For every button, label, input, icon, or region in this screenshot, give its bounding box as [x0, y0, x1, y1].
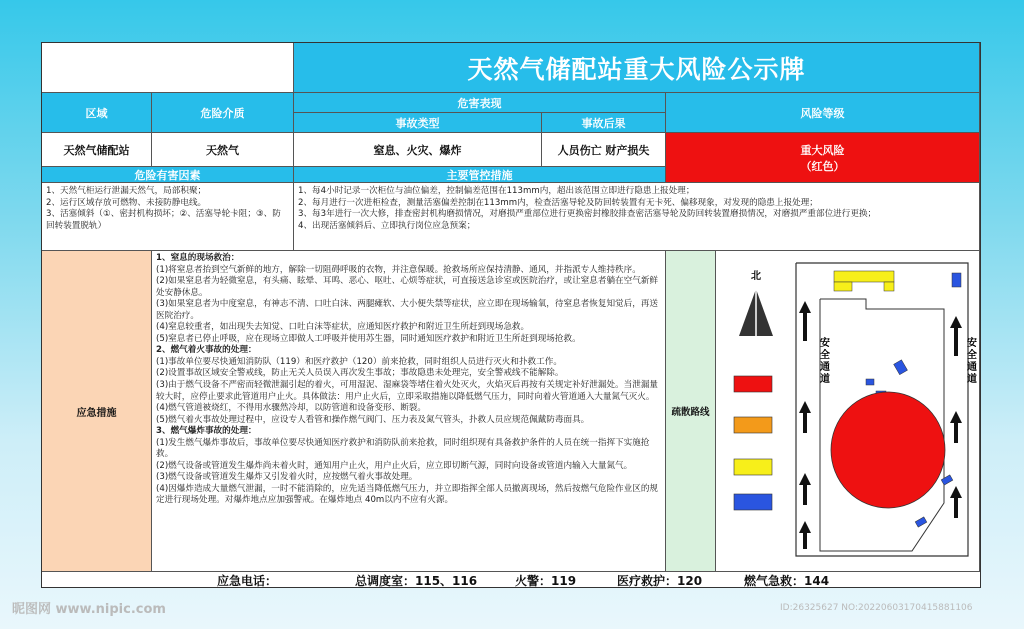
right-road-label: 安全通道 — [967, 338, 977, 385]
footer-medical: 医疗救护：120 — [617, 574, 703, 588]
site-map — [716, 251, 980, 572]
emergency-paragraph: (1)事故单位要尽快通知消防队（119）和医疗救护（120）前来抢救，同时组织人员进行灭火和扑救工作。 — [156, 356, 562, 367]
emergency-paragraph: (4)窒息较重者，如出现失去知觉、口吐白沫等症状，应通知医疗救护和附近卫生所赶到现场急救。 — [156, 322, 530, 333]
emergency-paragraph: (1)发生燃气爆炸事故后，事故单位要尽快通知医疗救护和消防队前来抢救，同时组织现有具备救护条件的人员在统一指挥下实施抢救。 — [156, 437, 650, 460]
control-item: 3、每3年进行一次大修，排查密封机构磨损情况，对磨损严重部位进行更换密封橡胶排查密活塞导轮及防回转装置磨损情况，对磨损严重部位进行更换； — [298, 209, 877, 220]
emergency-subheading: 1、窒息的现场救治： — [156, 253, 240, 263]
consequence-value: 人员伤亡 财产损失 — [542, 133, 666, 167]
harmful-factors-list — [42, 183, 294, 251]
emergency-paragraph: (3)由于燃气设备不严密而轻微泄漏引起的着火，可用湿泥、湿麻袋等堵住着火处灭火，火焰灭后再按有关规定补好泄漏处。当泄漏量较大时，应停止要求此管道用户止火。具体做法：用户止火后，立即采取措施以降低燃气压力，同时向着火管道通入大量氮气灭火。 — [156, 380, 659, 402]
header-area: 区域 — [42, 93, 152, 133]
factor-item: 3、活塞倾斜（①、密封机构损坏；②、活塞导轮卡阻；③、防回转装置脱轨） — [46, 209, 281, 231]
header-hazard: 危害表现 — [294, 93, 666, 113]
footer-gas: 燃气急救：144 — [744, 574, 830, 588]
risk-board — [41, 42, 981, 588]
header-consequence: 事故后果 — [542, 113, 666, 133]
footer-label: 应急电话： — [217, 574, 278, 588]
emergency-paragraph: (2)如果窒息者为轻微窒息，有头痛、眩晕、耳鸣、恶心、呕吐、心烦等症状，可直接送急诊室或医院治疗，或让窒息者躺在空气新鲜处安静休息。 — [156, 276, 659, 298]
emergency-paragraph: (5)窒息者已停止呼吸，应在现场立即做人工呼吸并使用苏生器，同时通知医疗救护和附近卫生所赶到现场抢救。 — [156, 333, 581, 344]
control-item: 1、每4小时记录一次柜位与油位偏差，控制偏差范围在113mm内，超出该范围立即进行隐患上报处理； — [298, 186, 695, 196]
control-item: 4、出现活塞倾斜后、立即执行岗位应急预案； — [298, 220, 476, 231]
factor-item: 1、天然气柜运行泄漏天然气，局部积聚； — [46, 186, 207, 196]
area-value: 天然气储配站 — [42, 133, 152, 167]
emergency-paragraph: (4)燃气管道被烧红，不得用水骤然冷却，以防管道和设备变形、断裂。 — [156, 403, 426, 414]
emergency-paragraph: (4)因爆炸造成大量燃气泄漏，一时不能消除的，应先适当降低燃气压力，并立即指挥全部人员撤离现场，然后按燃气危险作业区的规定进行现场处理。对爆炸地点应加强警戒。在爆炸地点 40m以内不应有火源。 — [156, 483, 659, 506]
legend-blue — [734, 494, 772, 510]
legend-orange — [734, 417, 772, 433]
evacuation-label: 疏散路线 — [666, 251, 716, 572]
emergency-paragraph: (2)设置事故区域安全警戒线，防止无关人员误入再次发生事故；事故隐患未处理完，安全警戒线不能解除。 — [156, 368, 564, 379]
header-controls: 主要管控措施 — [294, 167, 666, 183]
gas-holder — [831, 392, 945, 508]
legend-red — [734, 376, 772, 392]
emergency-subheading: 3、燃气爆炸事故的处理： — [156, 426, 257, 437]
evacuation-map — [716, 251, 980, 572]
footer-dispatch: 总调度室：115、116 — [355, 574, 478, 588]
emergency-paragraph: (3)如果窒息者为中度窒息，有神志不清、口吐白沫、两腿瘫软、大小便失禁等症状，应立即在现场输氧，待窒息者恢复知觉后，再送医院治疗。 — [156, 299, 659, 321]
emergency-paragraph: (5)燃气着火事故处理过程中，应设专人看管和操作燃气阀门、压力表及氮气管头，扑救人员应规范佩戴防毒面具。 — [156, 414, 590, 425]
emergency-paragraph: (1)将窒息者抬到空气新鲜的地方，解除一切阻碍呼吸的衣物，并注意保暖。抢救场所应保持清静、通风，并指派专人维持秩序。 — [156, 264, 641, 275]
emergency-paragraph: (3)燃气设备或管道发生爆炸又引发着火时，应按燃气着火事故处理。 — [156, 472, 418, 483]
legend-yellow — [734, 459, 772, 475]
emergency-paragraph: (2)燃气设备或管道发生爆炸尚未着火时，通知用户止火，用户止火后，应立即切断气源，同时向设备或管道内输入大量氮气。 — [156, 460, 633, 471]
control-item: 2、每月进行一次进柜检查，测量活塞偏差控制在113mm内，检查活塞导轮及防回转装置有无卡死、偏移现象，对发现的隐患上报处理； — [298, 197, 818, 208]
watermark-right: ID:26325627 NO:20220603170415881106 — [780, 603, 973, 613]
blank-cell — [42, 43, 294, 93]
header-medium: 危险介质 — [152, 93, 294, 133]
footer-fire: 火警：119 — [515, 574, 577, 588]
risk-level-line2: （红色） — [800, 159, 845, 173]
header-risk-level: 风险等级 — [666, 93, 980, 133]
accident-type-value: 窒息、火灾、爆炸 — [294, 133, 542, 167]
north-label: 北 — [751, 271, 761, 282]
watermark-left: 昵图网 www.nipic.com — [12, 602, 166, 617]
medium-value: 天然气 — [152, 133, 294, 167]
controls-list — [294, 183, 980, 251]
header-accident-type: 事故类型 — [294, 113, 542, 133]
board-title: 天然气储配站重大风险公示牌 — [294, 43, 980, 93]
risk-level-line1: 重大风险 — [800, 143, 845, 157]
factor-item: 2、运行区域存放可燃物、未接防静电线。 — [46, 197, 207, 208]
emergency-subheading: 2、燃气着火事故的处理： — [156, 345, 257, 356]
left-road-label: 安全通道 — [820, 338, 830, 385]
emergency-content — [152, 251, 666, 572]
risk-level-value — [666, 133, 980, 183]
emergency-label: 应急措施 — [42, 251, 152, 572]
header-harmful-factors: 危险有害因素 — [42, 167, 294, 183]
